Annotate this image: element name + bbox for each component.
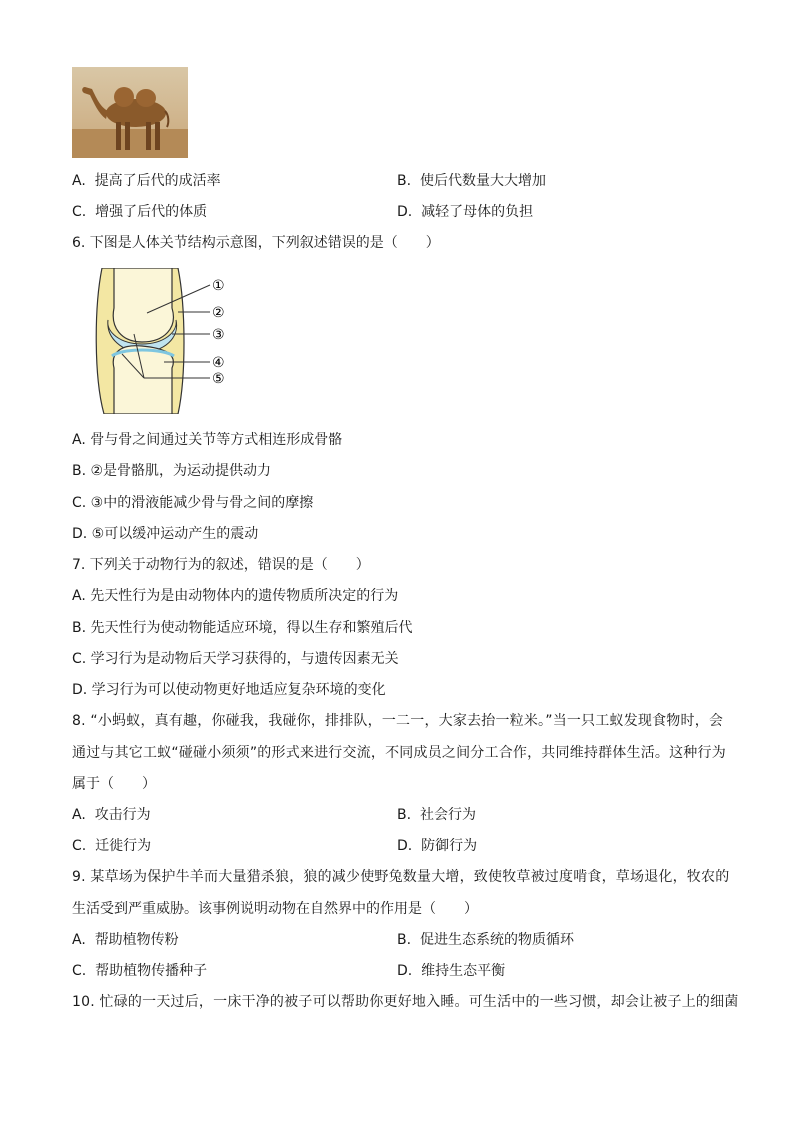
question-8-stem-line-1: 8. “小蚂蚁，真有趣，你碰我，我碰你，排排队，一二一，大家去抬一粒米。”当一只工蚁发现食物时，会	[72, 713, 724, 729]
question-6-stem: 6. 下图是人体关节结构示意图，下列叙述错误的是（ ）	[72, 235, 440, 251]
q9-option-b[interactable]: B. 促进生态系统的物质循环	[397, 932, 574, 948]
q8-option-d[interactable]: D. 防御行为	[397, 838, 478, 854]
q8-option-a[interactable]: A. 攻击行为	[72, 807, 151, 823]
joint-label-3: ③	[212, 327, 225, 343]
q6-option-a[interactable]: A. 骨与骨之间通过关节等方式相连形成骨骼	[72, 432, 343, 448]
q7-option-a[interactable]: A. 先天性行为是由动物体内的遗传物质所决定的行为	[72, 588, 399, 604]
option-d[interactable]: D. 减轻了母体的负担	[397, 204, 534, 220]
joint-label-5: ⑤	[212, 371, 225, 387]
joint-label-1: ①	[212, 278, 225, 294]
question-10-stem-line-1: 10. 忙碌的一天过后，一床干净的被子可以帮助你更好地入睡。可生活中的一些习惯，却会让被子上的细菌	[72, 994, 739, 1010]
q6-option-c[interactable]: C. ③中的滑液能减少骨与骨之间的摩擦	[72, 495, 314, 511]
q6-option-b[interactable]: B. ②是骨骼肌，为运动提供动力	[72, 463, 272, 479]
camel-photo	[72, 67, 188, 158]
question-9-stem-line-1: 9. 某草场为保护牛羊而大量猎杀狼，狼的减少使野兔数量大增，致使牧草被过度啃食，草场退化，牧农的	[72, 869, 730, 885]
question-7-stem: 7. 下列关于动物行为的叙述，错误的是（ ）	[72, 557, 370, 573]
q7-option-c[interactable]: C. 学习行为是动物后天学习获得的，与遗传因素无关	[72, 651, 399, 667]
question-8-stem-line-2: 通过与其它工蚁“碰碰小须须”的形式来进行交流，不同成员之间分工合作，共同维持群体生活。这种行为	[72, 745, 726, 761]
q7-option-d[interactable]: D. 学习行为可以使动物更好地适应复杂环境的变化	[72, 682, 386, 698]
joint-diagram	[92, 268, 242, 414]
q9-option-a[interactable]: A. 帮助植物传粉	[72, 932, 179, 948]
joint-label-4: ④	[212, 355, 225, 371]
option-a[interactable]: A. 提高了后代的成活率	[72, 173, 221, 189]
option-b[interactable]: B. 使后代数量大大增加	[397, 173, 546, 189]
question-8-stem-line-3: 属于（ ）	[72, 776, 156, 792]
q6-option-d[interactable]: D. ⑤可以缓冲运动产生的震动	[72, 526, 259, 542]
question-9-stem-line-2: 生活受到严重威胁。该事例说明动物在自然界中的作用是（ ）	[72, 901, 478, 917]
q8-option-c[interactable]: C. 迁徙行为	[72, 838, 152, 854]
q9-option-d[interactable]: D. 维持生态平衡	[397, 963, 506, 979]
q9-option-c[interactable]: C. 帮助植物传播种子	[72, 963, 208, 979]
q7-option-b[interactable]: B. 先天性行为使动物能适应环境，得以生存和繁殖后代	[72, 620, 413, 636]
q8-option-b[interactable]: B. 社会行为	[397, 807, 476, 823]
joint-label-2: ②	[212, 305, 225, 321]
option-c[interactable]: C. 增强了后代的体质	[72, 204, 208, 220]
